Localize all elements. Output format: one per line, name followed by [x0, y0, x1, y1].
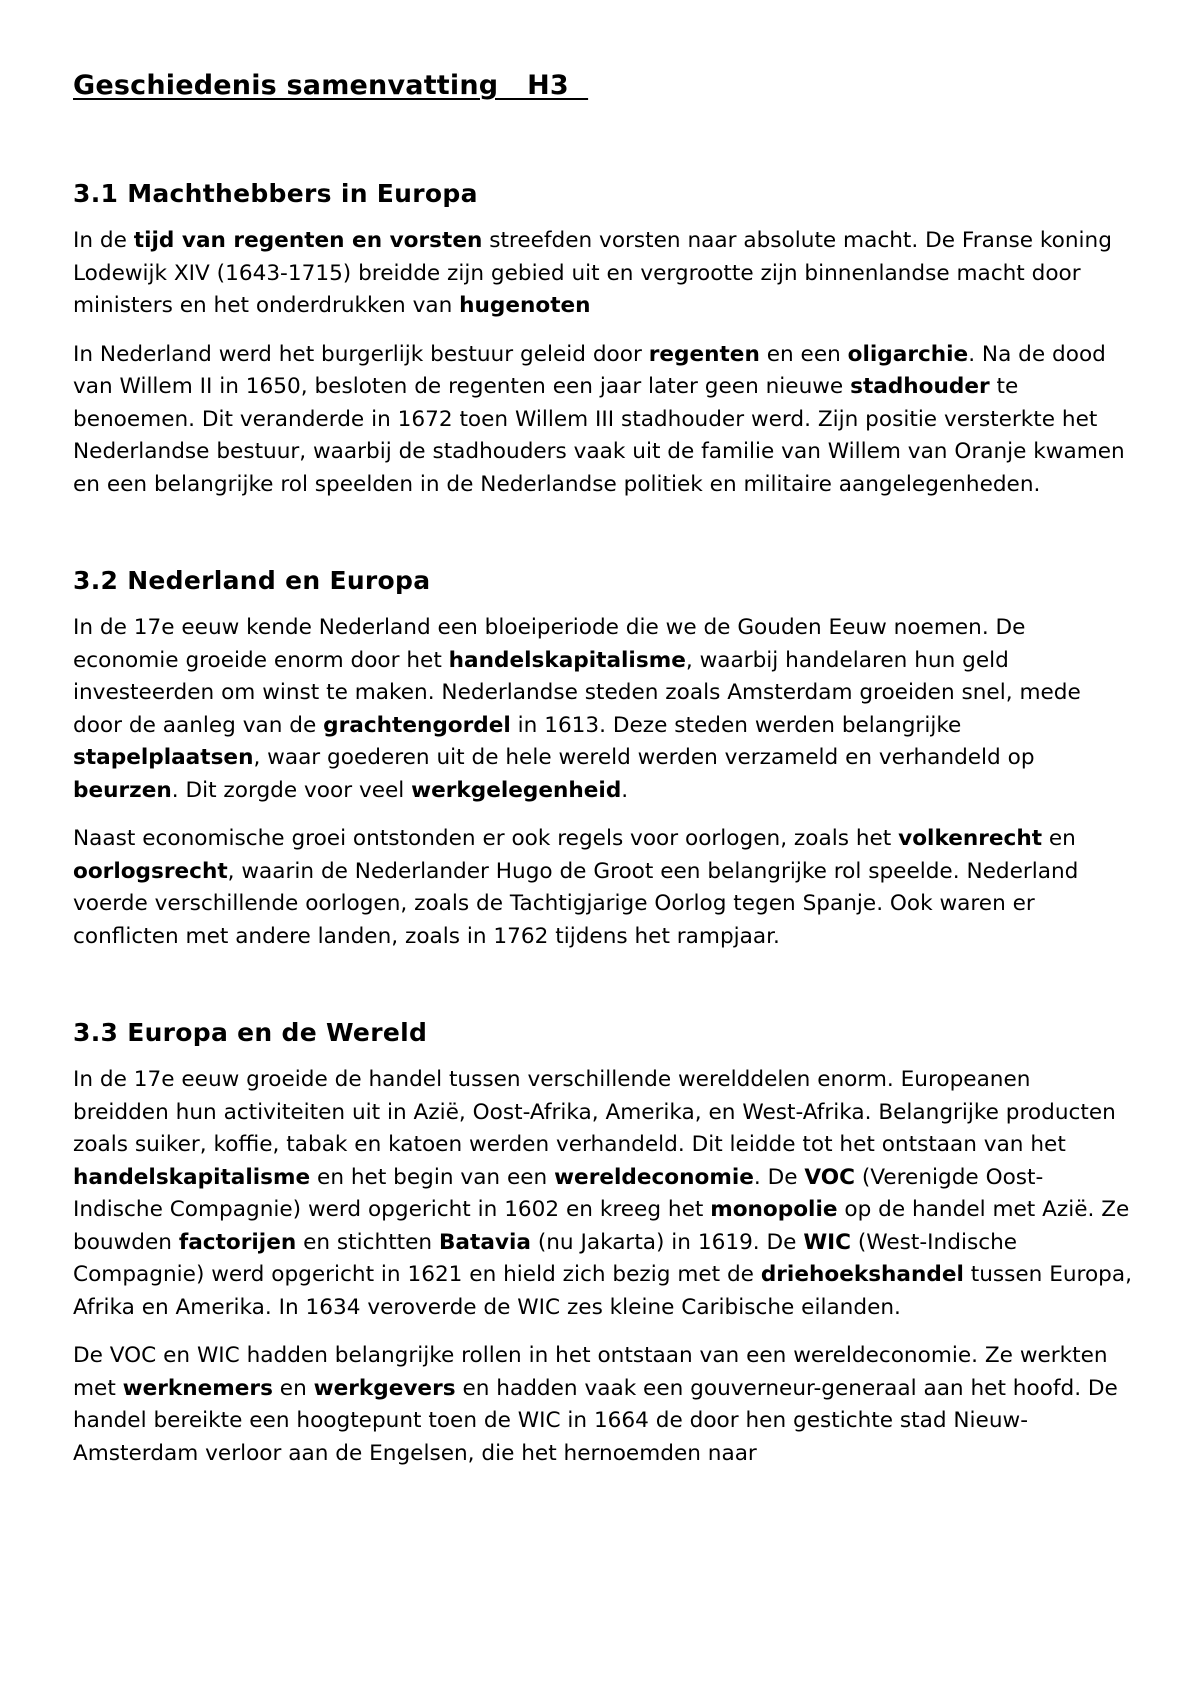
section-heading-3-2: 3.2 Nederland en Europa: [73, 566, 431, 595]
paragraph-3-1-2: [73, 339, 1133, 502]
text-run: en een: [759, 341, 848, 367]
text-run: in 1613. Deze steden werden belangrijke: [510, 712, 962, 738]
bold-term: hugenoten: [459, 293, 591, 318]
bold-term: werkgelegenheid: [411, 777, 622, 803]
text-run: . De: [753, 1164, 805, 1190]
section-heading-3-1: 3.1 Machthebbers in Europa: [73, 179, 478, 208]
bold-term: stadhouder: [850, 374, 990, 399]
paragraph-3-3-2: [73, 1340, 1133, 1470]
bold-term: werkgevers: [313, 1375, 456, 1401]
bold-term: wereldeconomie: [554, 1164, 754, 1190]
bold-term: Batavia: [438, 1229, 531, 1255]
document-page: [73, 68, 1133, 1470]
paragraph-3-2-1: [73, 612, 1133, 807]
paragraph-3-3-1: [73, 1064, 1133, 1324]
bold-term: oorlogsrecht: [73, 858, 228, 884]
text-run: en: [272, 1375, 314, 1401]
text-run: . Dit zorgde voor veel: [171, 777, 412, 803]
text-run: op de handel met Azië. Ze bouwden: [73, 1197, 1130, 1255]
bold-term: beurzen: [73, 777, 172, 803]
text-run: (Verenigde Oost-Indische Compagnie) werd opgericht in 1602 en kreeg het: [73, 1164, 1044, 1222]
text-run: , waar goederen uit de hele wereld werden verzameld en verhandeld op: [253, 745, 1035, 770]
bold-term: VOC: [804, 1164, 855, 1190]
bold-term: werknemers: [122, 1375, 273, 1401]
bold-term: monopolie: [710, 1197, 838, 1222]
text-run: streefden vorsten naar absolute macht. De Franse koning Lodewijk XIV (1643-1715) breidde zijn gebied uit en vergrootte zijn binnenlandse macht door ministers en het onderdrukken van: [73, 228, 1112, 318]
text-run: tussen Europa, Afrika en Amerika. In 1634 veroverde de WIC zes kleine Caribische eilanden.: [73, 1262, 1132, 1320]
text-run: en stichtten: [296, 1229, 439, 1255]
bold-term: handelskapitalisme: [73, 1164, 311, 1190]
bold-term: tijd van regenten en vorsten: [133, 228, 483, 253]
bold-term: oligarchie: [847, 341, 969, 367]
text-run: , waarbij handelaren hun geld investeerden om winst te maken. Nederlandse steden zoals Amsterdam groeiden snel, mede door de aanleg van de: [73, 647, 1081, 738]
text-run: .: [621, 777, 629, 803]
bold-term: handelskapitalisme: [448, 647, 686, 673]
document-title: Geschiedenis samenvatting H3: [73, 70, 589, 101]
text-run: en het begin van een: [310, 1164, 555, 1190]
text-run: te benoemen. Dit veranderde in 1672 toen Willem III stadhouder werd. Zijn positie versterkte het Nederlandse bestuur, waarbij de stadhouders vaak uit de familie van Willem van Oranje kwamen en een belangrijke rol speelden in de Nederlandse politiek en militaire aangelegenheden.: [73, 374, 1125, 497]
text-run: en: [1042, 826, 1076, 851]
text-run: In de 17e eeuw kende Nederland een bloeiperiode die we de Gouden Eeuw noemen. De economie groeide enorm door het: [73, 615, 1026, 673]
bold-term: volkenrecht: [898, 826, 1043, 851]
paragraph-3-1-1: [73, 225, 1133, 323]
text-run: De VOC en WIC hadden belangrijke rollen in het ontstaan van een wereldeconomie. Ze werkten met: [73, 1343, 1108, 1401]
section-heading-3-3: 3.3 Europa en de Wereld: [73, 1018, 428, 1047]
text-run: Naast economische groei ontstonden er ook regels voor oorlogen, zoals het: [73, 826, 899, 851]
text-run: In de: [73, 228, 134, 253]
text-run: (nu Jakarta) in 1619. De: [530, 1229, 804, 1255]
paragraph-3-2-2: [73, 823, 1133, 953]
bold-term: grachtengordel: [323, 712, 511, 738]
text-run: . Na de dood van Willem II in 1650, besloten de regenten een jaar later geen nieuwe: [73, 341, 1106, 399]
bold-term: regenten: [648, 341, 760, 367]
text-run: In de 17e eeuw groeide de handel tussen verschillende werelddelen enorm. Europeanen breidden hun activiteiten uit in Azië, Oost-Afrika, Amerika, en West-Afrika. Belangrijke producten zoals suiker, koffie, tabak en katoen werden verhandeld. Dit leidde tot het ontstaan van het: [73, 1067, 1116, 1157]
bold-term: driehoekshandel: [760, 1262, 964, 1287]
bold-term: factorijen: [178, 1229, 297, 1255]
text-run: , waarin de Nederlander Hugo de Groot een belangrijke rol speelde. Nederland voerde verschillende oorlogen, zoals de Tachtigjarige Oorlog tegen Spanje. Ook waren er conflicten met andere landen, zoals in 1762 tijdens het rampjaar.: [73, 858, 1079, 949]
text-run: In Nederland werd het burgerlijk bestuur geleid door: [73, 341, 649, 367]
bold-term: stapelplaatsen: [73, 745, 254, 770]
bold-term: WIC: [803, 1229, 852, 1255]
text-run: (West-Indische Compagnie) werd opgericht in 1621 en hield zich bezig met de: [73, 1229, 1018, 1287]
text-run: en hadden vaak een gouverneur-generaal aan het hoofd. De handel bereikte een hoogtepunt toen de WIC in 1664 de door hen gestichte stad Nieuw-Amsterdam verloor aan de Engelsen, die het hernoemden naar: [73, 1375, 1118, 1466]
